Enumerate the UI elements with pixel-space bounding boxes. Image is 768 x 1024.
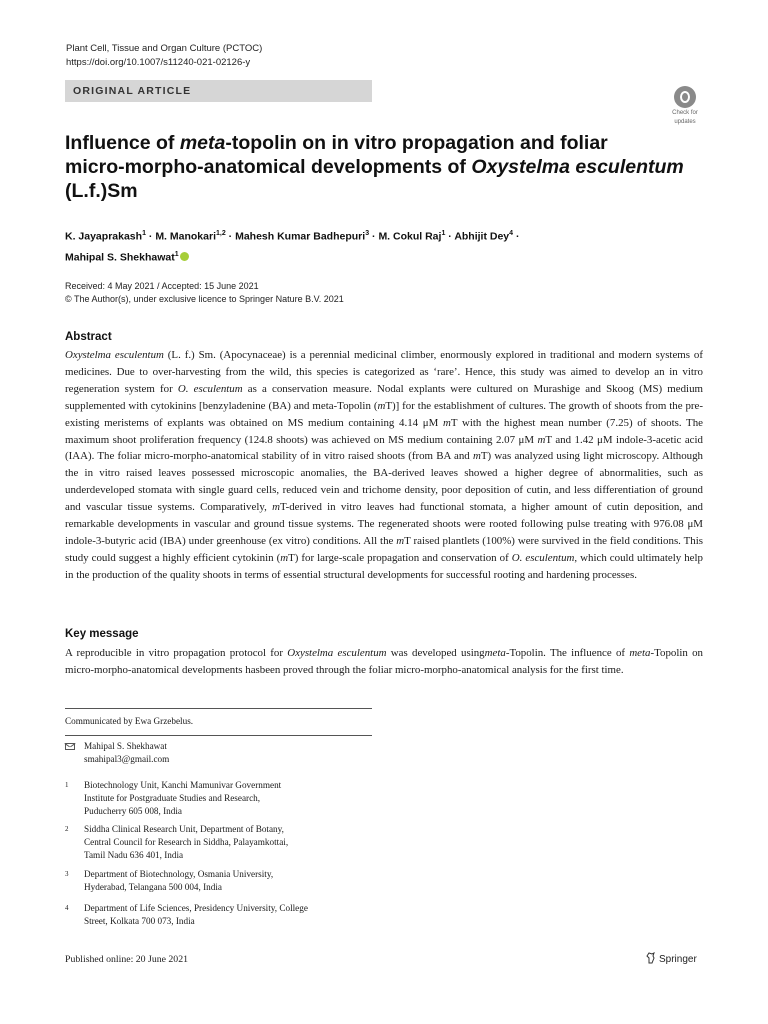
italic-text-run: meta — [484, 647, 506, 659]
author-name[interactable]: Mahipal S. Shekhawat — [65, 251, 175, 263]
italic-text-run: m — [377, 399, 386, 412]
author-affiliation-mark: 4 — [509, 230, 514, 237]
communicated-by: Communicated by Ewa Grzebelus. — [65, 716, 194, 726]
paper-title — [65, 131, 685, 203]
affiliation-line: Department of Life Sciences, Presidency University, College — [84, 903, 308, 913]
author-affiliation-mark: 1,2 — [216, 230, 226, 237]
publisher-logo — [646, 952, 697, 965]
affiliation-number: 2 — [65, 825, 69, 833]
title-part: (L.f.)Sm — [65, 180, 138, 202]
author-name[interactable]: Mahesh Kumar Badhepuri — [235, 230, 366, 243]
italic-text-run: m — [537, 433, 546, 446]
check-updates-line2: updates — [674, 119, 696, 125]
corresponding-email[interactable]: smahipal3@gmail.com — [84, 754, 170, 764]
text-run: as a conservation measure. Nodal explants were cultured on Murashige and Skoog (MS) medium supplemented with cytokinins [benzyladenine (BA) and meta-Topolin ( — [65, 382, 703, 412]
affiliation-line: Street, Kolkata 700 073, India — [84, 916, 195, 926]
affiliation-item — [65, 779, 354, 818]
orcid-icon[interactable] — [180, 252, 189, 261]
author-name[interactable]: M. Manokari — [155, 230, 216, 243]
affiliation-line: Siddha Clinical Research Unit, Department of Botany, — [84, 824, 284, 834]
affiliation-item — [65, 823, 354, 862]
article-dates — [65, 280, 344, 306]
title-part: Influence of — [65, 132, 180, 154]
text-run: A reproducible in vitro propagation protocol for — [65, 647, 288, 659]
affiliation-line: Biotechnology Unit, Kanchi Mamunivar Government — [84, 780, 282, 790]
title-part-italic: meta — [179, 132, 226, 154]
title-part: -topolin on in vitro propagation and foliar — [225, 132, 608, 154]
affiliation-number: 1 — [65, 781, 69, 789]
italic-text-run: m — [280, 551, 289, 564]
author-name[interactable]: M. Cokul Raj — [378, 230, 442, 243]
italic-text-run: meta — [629, 647, 651, 659]
author-affiliation-mark: 1 — [142, 230, 146, 237]
author-name[interactable]: Abhijit Dey — [454, 230, 510, 243]
affiliation-item — [65, 868, 354, 894]
text-run: (L. f.) Sm. (Apocynaceae) is a perennial medicinal climber, enormously explored in traditional and modern systems of medicines. Due to over-harvesting from the wild, this species is categorized as ‘rare’. Hence, this study was aimed to develop an in vitro regeneration system for — [65, 349, 703, 395]
author-list: K. Jayaprakash$^1$ · M. Manokari$^{1,2}$ · Mahesh Kumar Badhepuri$^3$ · M. Cokul Raj$^1$ · Abhijit Dey$^4$ · Mahipal S. Shekhawat$^1$ — [65, 230, 520, 263]
author-affiliation-mark: 3 — [365, 230, 370, 237]
abstract-text — [65, 347, 703, 584]
italic-text-run: m — [442, 416, 451, 429]
doi-link[interactable]: https://doi.org/10.1007/s11240-021-02126-y — [66, 57, 251, 68]
article-type-banner: ORIGINAL ARTICLE — [65, 80, 372, 102]
italic-text-run: O. esculentum — [177, 382, 243, 395]
affiliation-line: Tamil Nadu 636 401, India — [84, 850, 184, 860]
affiliation-line: Puducherry 605 008, India — [84, 806, 182, 816]
author-name[interactable]: K. Jayaprakash — [65, 230, 143, 243]
title-part: micro-morpho-anatomical developments of — [65, 156, 472, 178]
text-run: T) was analyzed using light microscopy. Although the in vitro raised leaves possessed microscopic anomalies, the BA-derived leaves showed a higher degree of abnormalities, such as underdeveloped stomata with single guard cells, reduced vein and trichome density, poor deposition of cutin, and less differentiation of ground and vascular tissue systems. Comparatively, — [65, 450, 703, 514]
copyright-line: © The Author(s), under exclusive licence to Springer Nature B.V. 2021 — [65, 294, 344, 304]
key-message-heading: Key message — [65, 628, 139, 640]
title-part-italic: Oxystelma esculentum — [471, 156, 684, 178]
affiliation-line: Department of Biotechnology, Osmania University, — [84, 869, 274, 879]
affiliation-line: Hyderabad, Telangana 500 004, India — [84, 882, 222, 892]
italic-text-run: Oxystelma esculentum — [65, 349, 164, 361]
affiliation-line: Institute for Postgraduate Studies and Research, — [84, 793, 261, 803]
check-updates-line1: Check for — [672, 110, 698, 116]
check-updates-icon — [674, 86, 696, 108]
corresponding-name: Mahipal S. Shekhawat — [84, 741, 167, 751]
journal-header — [66, 42, 262, 70]
affiliation-number: 4 — [65, 904, 69, 912]
text-run: -Topolin. The influence of — [505, 647, 630, 659]
envelope-icon — [65, 743, 75, 750]
affiliation-line: Central Council for Research in Siddha, Palayamkottai, — [84, 837, 289, 847]
text-run: T)] for the establishment of cultures. The growth of shoots from the pre-existing meristems of explants was obtained on MS medium containing 4.14 μM — [65, 399, 703, 429]
text-run: T and 1.42 μM indole-3-acetic acid (IAA). The foliar micro-morpho-anatomical stability of in vitro raised shoots (from BA and — [65, 433, 703, 463]
italic-text-run: m — [472, 450, 481, 463]
text-run: T with the highest mean number (7.25) of shoots. The maximum shoot proliferation frequency (124.8 shoots) was achieved on MS medium containing 2.07 μM — [65, 416, 703, 446]
received-accepted: Received: 4 May 2021 / Accepted: 15 June 2021 — [65, 281, 259, 291]
italic-text-run: Oxystelma esculentum — [287, 647, 387, 659]
springer-horse-icon — [646, 952, 656, 964]
author-affiliation-mark: 1 — [174, 250, 179, 258]
text-run: -Topolin on micro-morpho-anatomical developments hasbeen proved through the foliar micro-morpho-anatomical analysis for the first time. — [65, 647, 704, 676]
abstract-heading: Abstract — [65, 331, 112, 343]
italic-text-run: O. esculentum — [511, 551, 575, 564]
affiliation-item — [65, 902, 354, 928]
text-run: T) for large-scale propagation and conservation of — [288, 551, 512, 564]
affiliation-number: 3 — [65, 870, 69, 878]
italic-text-run: m — [396, 534, 405, 547]
check-for-updates-badge[interactable] — [666, 86, 704, 124]
text-run: , which could ultimately help in the production of the quality shoots in terms of essential structural developments for successful rooting and hardening processes. — [65, 551, 703, 581]
author-affiliation-mark: 1 — [441, 230, 446, 237]
italic-text-run: m — [272, 501, 280, 514]
text-run: T-derived in vitro leaves had functional stomata, a higher amount of cutin deposition, and remarkable developments in vascular and ground tissue systems. The regenerated shoots were rooted following pulse treating with 976.08 μM indole-3-butyric acid (IBA) under greenhouse (ex vitro) conditions. All the — [65, 501, 703, 547]
publisher-name: Springer — [659, 954, 697, 965]
published-online: Published online: 20 June 2021 — [65, 954, 189, 965]
text-run: was developed using — [386, 647, 485, 659]
corresponding-author — [84, 740, 169, 766]
journal-name: Plant Cell, Tissue and Organ Culture (PCTOC) — [66, 43, 263, 54]
text-run: T raised plantlets (100%) were survived in the field conditions. This study could suggest a highly efficient cytokinin ( — [65, 534, 703, 564]
footnote-divider — [65, 735, 372, 736]
key-message-text — [65, 645, 703, 679]
footnote-divider — [65, 708, 372, 709]
